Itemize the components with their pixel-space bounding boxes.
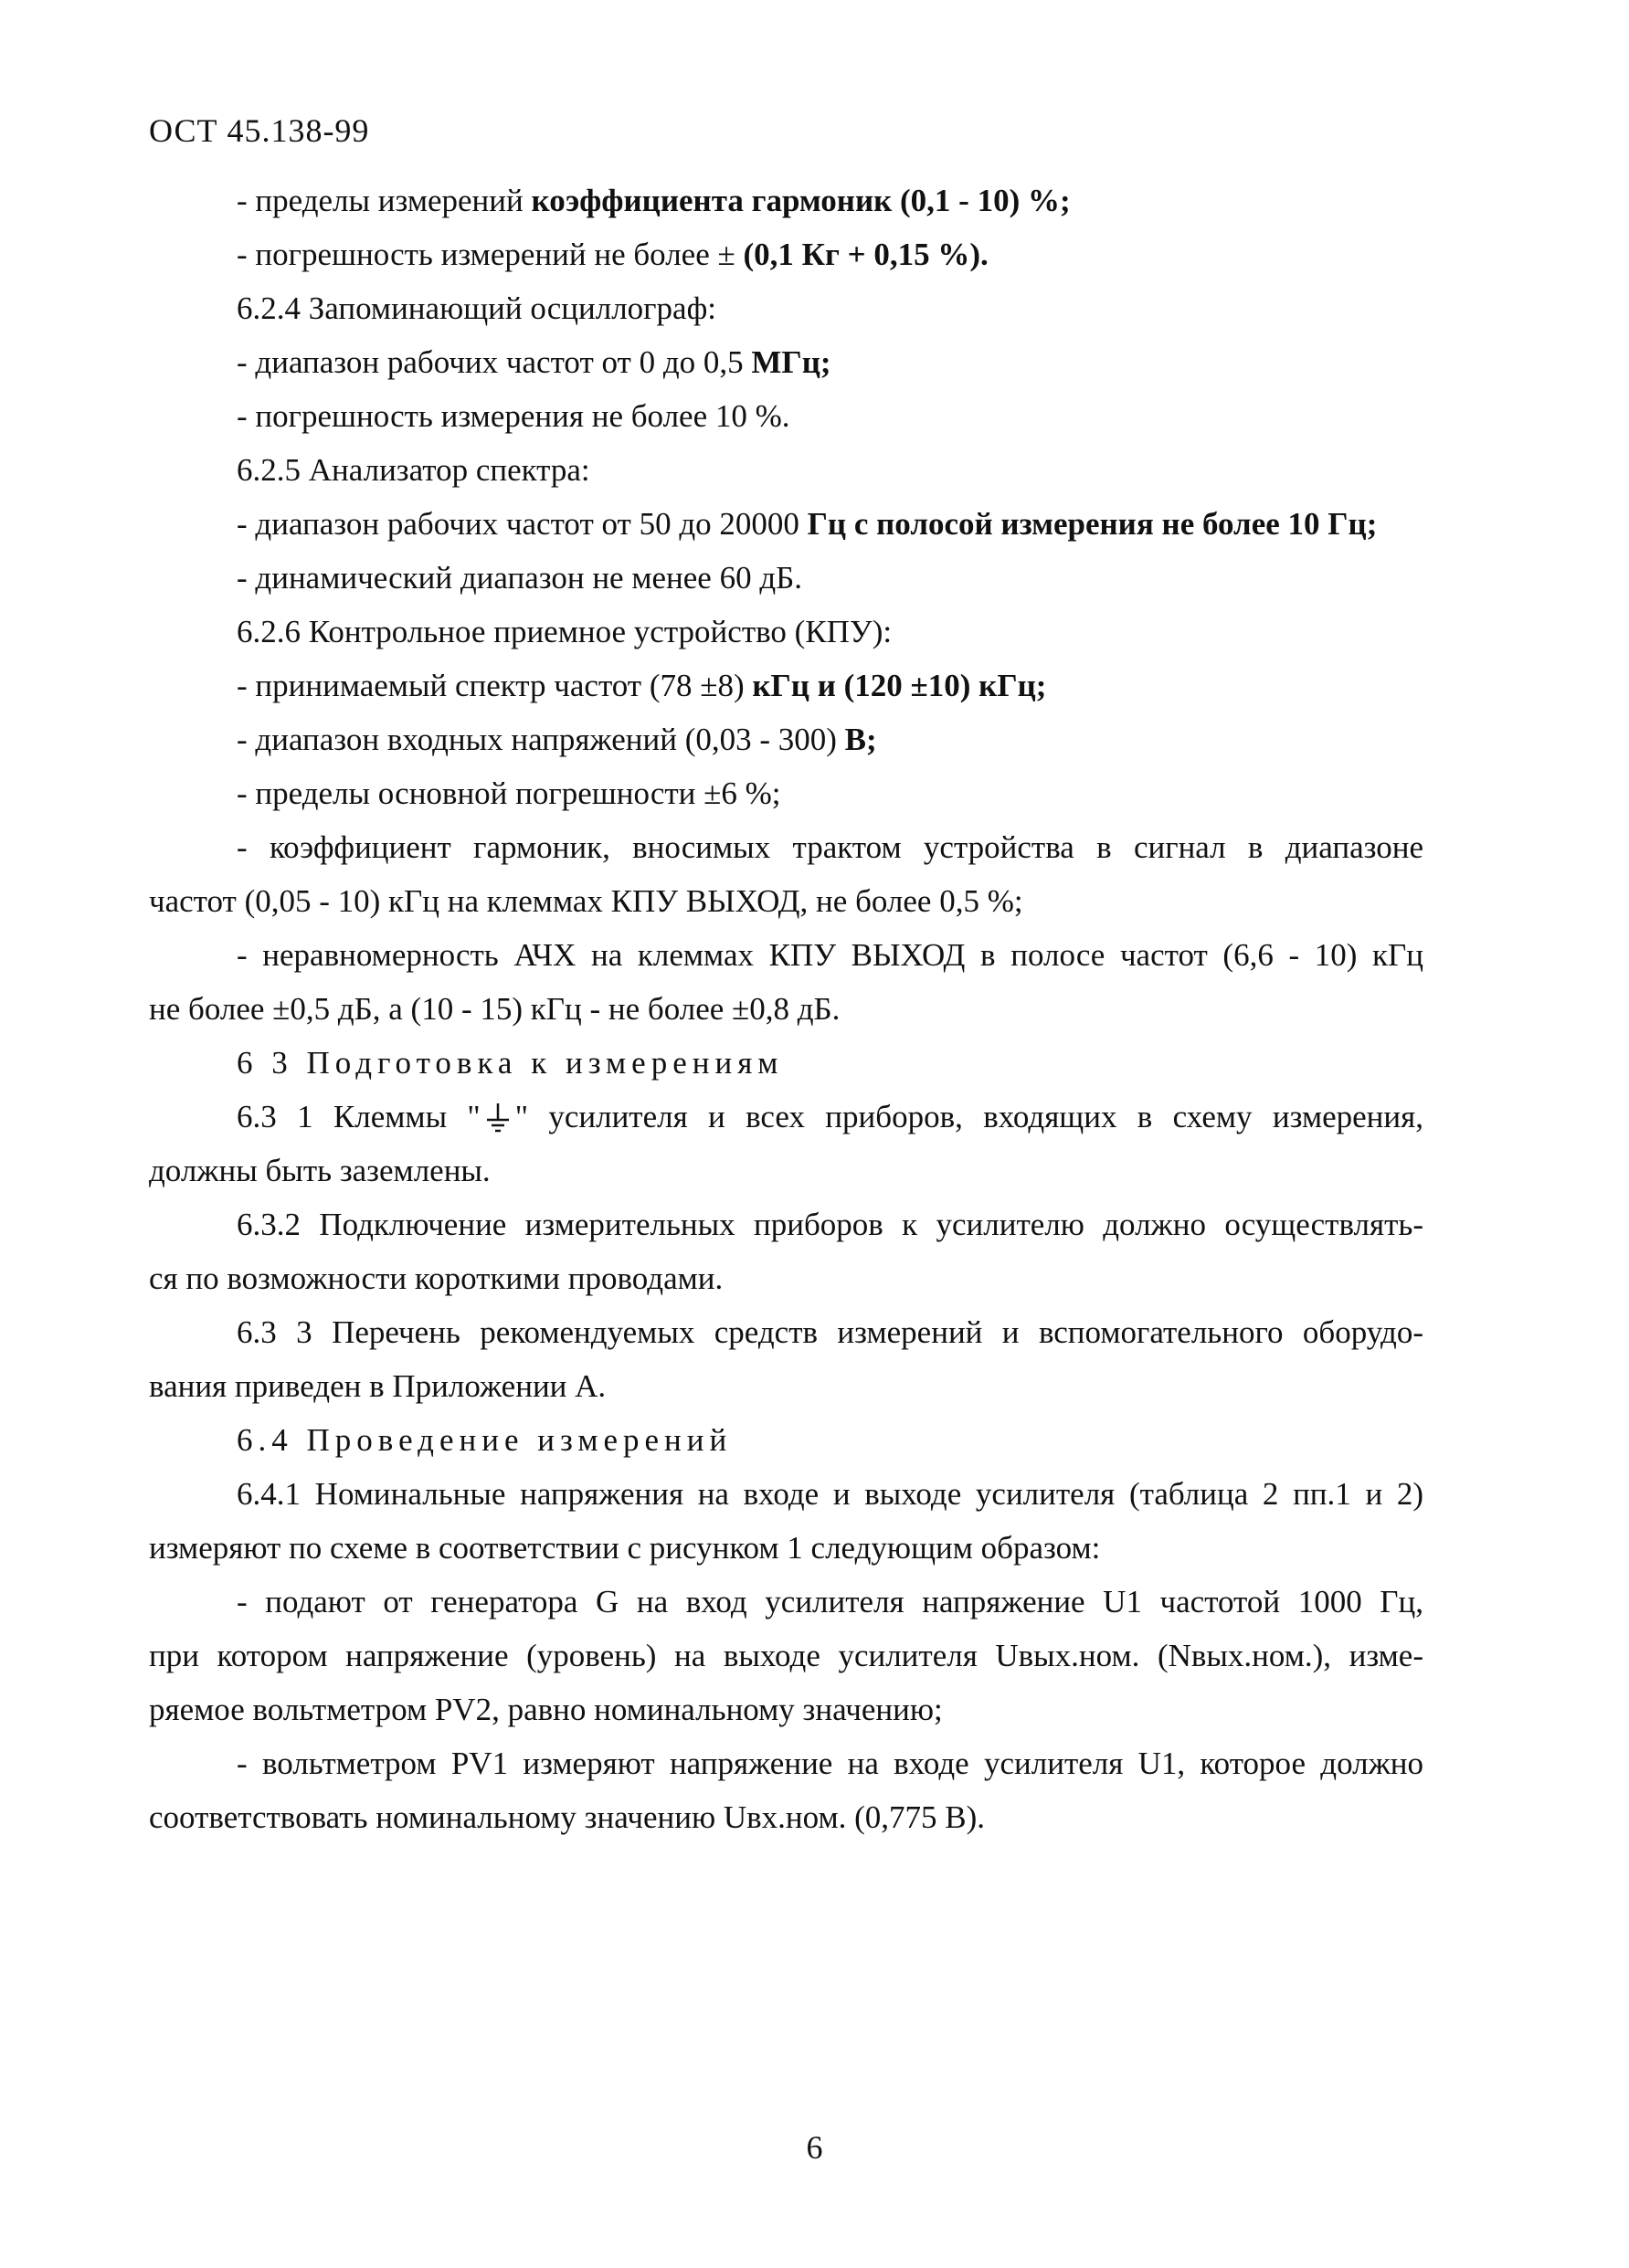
text-line: - принимаемый спектр частот (78 ±8) кГц и (120 ±10) кГц; (237, 668, 1047, 703)
page-number: 6 (806, 2129, 823, 2166)
text-line: - диапазон рабочих частот от 50 до 20000 Гц с полосой измерения не более 10 Гц; (237, 506, 1378, 542)
text-line: 6.3.2 Подключение измерительных приборов к усилителю должно осуществлять- (237, 1207, 1423, 1242)
section-heading-6-2-4: 6.2.4 Запоминающий осциллограф: (237, 290, 716, 326)
text-line: вания приведен в Приложении А. (149, 1368, 607, 1404)
text-line: соответствовать номинальному значению Uвх.ном. (0,775 В). (149, 1799, 986, 1835)
text-line: - пределы измерений коэффициента гармоник (0,1 - 10) %; (237, 183, 1071, 218)
text-line: - диапазон рабочих частот от 0 до 0,5 МГц; (237, 344, 831, 380)
document-header: ОСТ 45.138-99 (149, 112, 370, 149)
text-line: 6.3 1 Клеммы " " усилителя и всех приборов, входящих в схему измерения, (237, 1099, 1423, 1134)
text-line: при котором напряжение (уровень) на выходе усилителя Uвых.ном. (Nвых.ном.), изме- (149, 1638, 1423, 1673)
text-line: - пределы основной погрешности ±6 %; (237, 775, 781, 811)
text-line: - неравномерность АЧХ на клеммах КПУ ВЫХОД в полосе частот (6,6 - 10) кГц (237, 937, 1423, 973)
document-body (149, 174, 1423, 1844)
text-line: частот (0,05 - 10) кГц на клеммах КПУ ВЫХОД, не более 0,5 %; (149, 883, 1023, 919)
text-line: должны быть заземлены. (149, 1153, 491, 1188)
section-heading-6-3: 6 3 Подготовка к измерениям (237, 1045, 784, 1081)
text-line: измеряют по схеме в соответствии с рисунком 1 следующим образом: (149, 1530, 1101, 1566)
text-line: ся по возможности короткими проводами. (149, 1261, 724, 1296)
section-heading-6-2-6: 6.2.6 Контрольное приемное устройство (КПУ): (237, 614, 893, 649)
text-line: 6.3 3 Перечень рекомендуемых средств измерений и вспомогательного оборудо- (237, 1314, 1423, 1350)
text-line: - подают от генератора G на вход усилителя напряжение U1 частотой 1000 Гц, (237, 1584, 1423, 1619)
ground-icon (484, 1102, 512, 1133)
text-line: не более ±0,5 дБ, а (10 - 15) кГц - не более ±0,8 дБ. (149, 991, 841, 1027)
text-line: - погрешность измерения не более 10 %. (237, 398, 790, 434)
section-heading-6-4: 6.4 Проведение измерений (237, 1422, 733, 1458)
text-line: - динамический диапазон не менее 60 дБ. (237, 560, 802, 596)
text-line: - вольтметром PV1 измеряют напряжение на входе усилителя U1, которое должно (237, 1746, 1423, 1781)
text-line: - диапазон входных напряжений (0,03 - 300) В; (237, 722, 877, 757)
text-line: - коэффициент гармоник, вносимых трактом устройства в сигнал в диапазоне (237, 829, 1423, 865)
section-heading-6-2-5: 6.2.5 Анализатор спектра: (237, 452, 590, 488)
text-line: - погрешность измерений не более ± (0,1 Кг + 0,15 %). (237, 237, 989, 272)
text-line: 6.4.1 Номинальные напряжения на входе и выходе усилителя (таблица 2 пп.1 и 2) (237, 1476, 1423, 1512)
text-line: ряемое вольтметром PV2, равно номинальному значению; (149, 1692, 943, 1727)
